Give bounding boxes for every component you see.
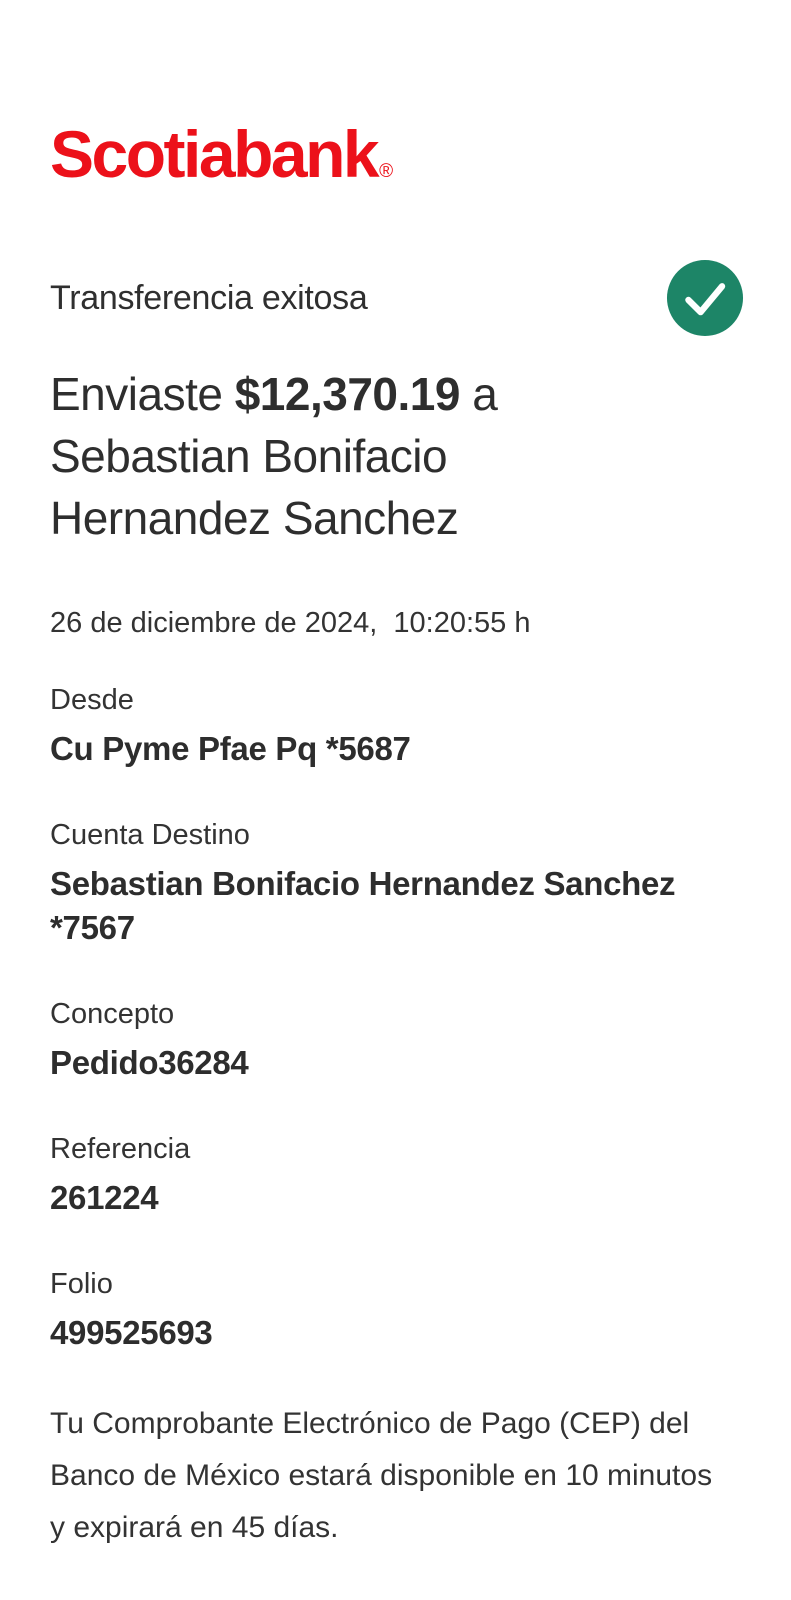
detail-section-desde xyxy=(50,681,746,771)
detail-label: Folio xyxy=(50,1268,113,1300)
heading-recipient: a Sebastian Bonifacio Hernandez Sanchez xyxy=(50,368,498,544)
transfer-summary-heading xyxy=(50,363,630,549)
cep-note-line: Tu Comprobante Electrónico de Pago (CEP) del xyxy=(50,1407,690,1440)
detail-label: Desde xyxy=(50,684,134,716)
heading-prefix: Enviaste xyxy=(50,368,235,420)
cep-note-line: Banco de México estará disponible en 10 minutos xyxy=(50,1459,713,1492)
detail-section-concepto xyxy=(50,995,746,1085)
transfer-amount: $12,370.19 xyxy=(234,368,460,420)
reference-value: 261224 xyxy=(50,1179,159,1216)
folio-value: 499525693 xyxy=(50,1314,213,1351)
source-account-value: Cu Pyme Pfae Pq *5687 xyxy=(50,730,411,767)
cep-note-line: y expirará en 45 días. xyxy=(50,1511,339,1544)
detail-label: Referencia xyxy=(50,1133,191,1165)
scotiabank-wordmark: Scotiabank xyxy=(50,117,378,191)
transfer-datetime: 26 de diciembre de 2024, 10:20:55 h xyxy=(50,607,531,639)
transfer-details xyxy=(50,681,746,1355)
concept-value: Pedido36284 xyxy=(50,1044,249,1081)
detail-section-folio xyxy=(50,1265,746,1355)
detail-section-referencia xyxy=(50,1130,746,1220)
status-title: Transferencia exitosa xyxy=(50,278,368,317)
scotiabank-logo xyxy=(50,112,746,214)
detail-label: Concepto xyxy=(50,998,175,1030)
status-row xyxy=(50,258,746,338)
check-circle-icon xyxy=(666,259,744,337)
cep-availability-note xyxy=(50,1398,746,1554)
destination-account-value: Sebastian Bonifacio Hernandez Sanchez *7567 xyxy=(50,865,676,946)
registered-trademark-symbol: ® xyxy=(379,161,394,182)
detail-label: Cuenta Destino xyxy=(50,819,250,851)
detail-section-cuenta-destino xyxy=(50,816,746,950)
